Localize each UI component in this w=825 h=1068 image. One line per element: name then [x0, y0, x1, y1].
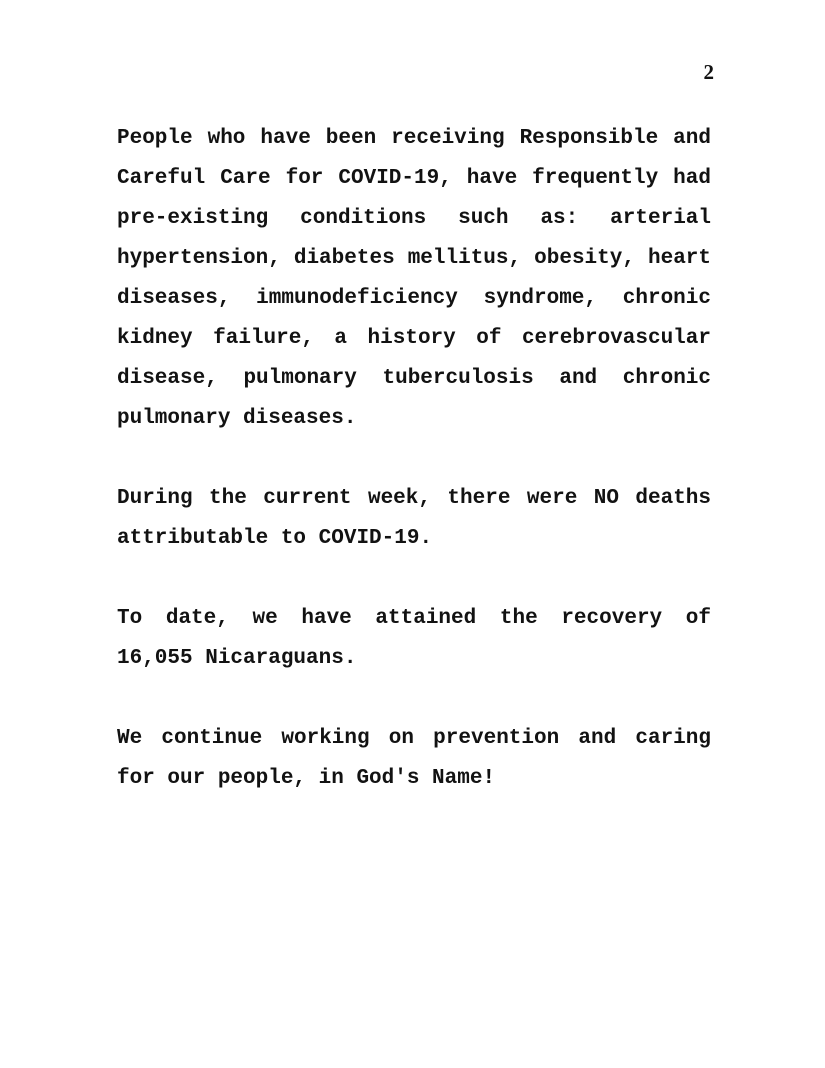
page-number: 2: [703, 60, 714, 84]
paragraph-preexisting-conditions: People who have been receiving Responsible and Careful Care for COVID-19, have frequently had pre-existing conditions such as: arterial hypertension, diabetes mellitus, obesity, heart diseases, immunodeficiency syndrome, chronic kidney failure, a history of cerebrovascular disease, pulmonary tuberculosis and chronic pulmonary diseases.: [117, 127, 711, 430]
paragraph-recoveries: To date, we have attained the recovery of 16,055 Nicaraguans.: [117, 607, 711, 670]
document-body: [117, 119, 711, 839]
paragraph-no-deaths: During the current week, there were NO deaths attributable to COVID-19.: [117, 487, 711, 550]
paragraph-closing: We continue working on prevention and caring for our people, in God's Name!: [117, 727, 711, 790]
